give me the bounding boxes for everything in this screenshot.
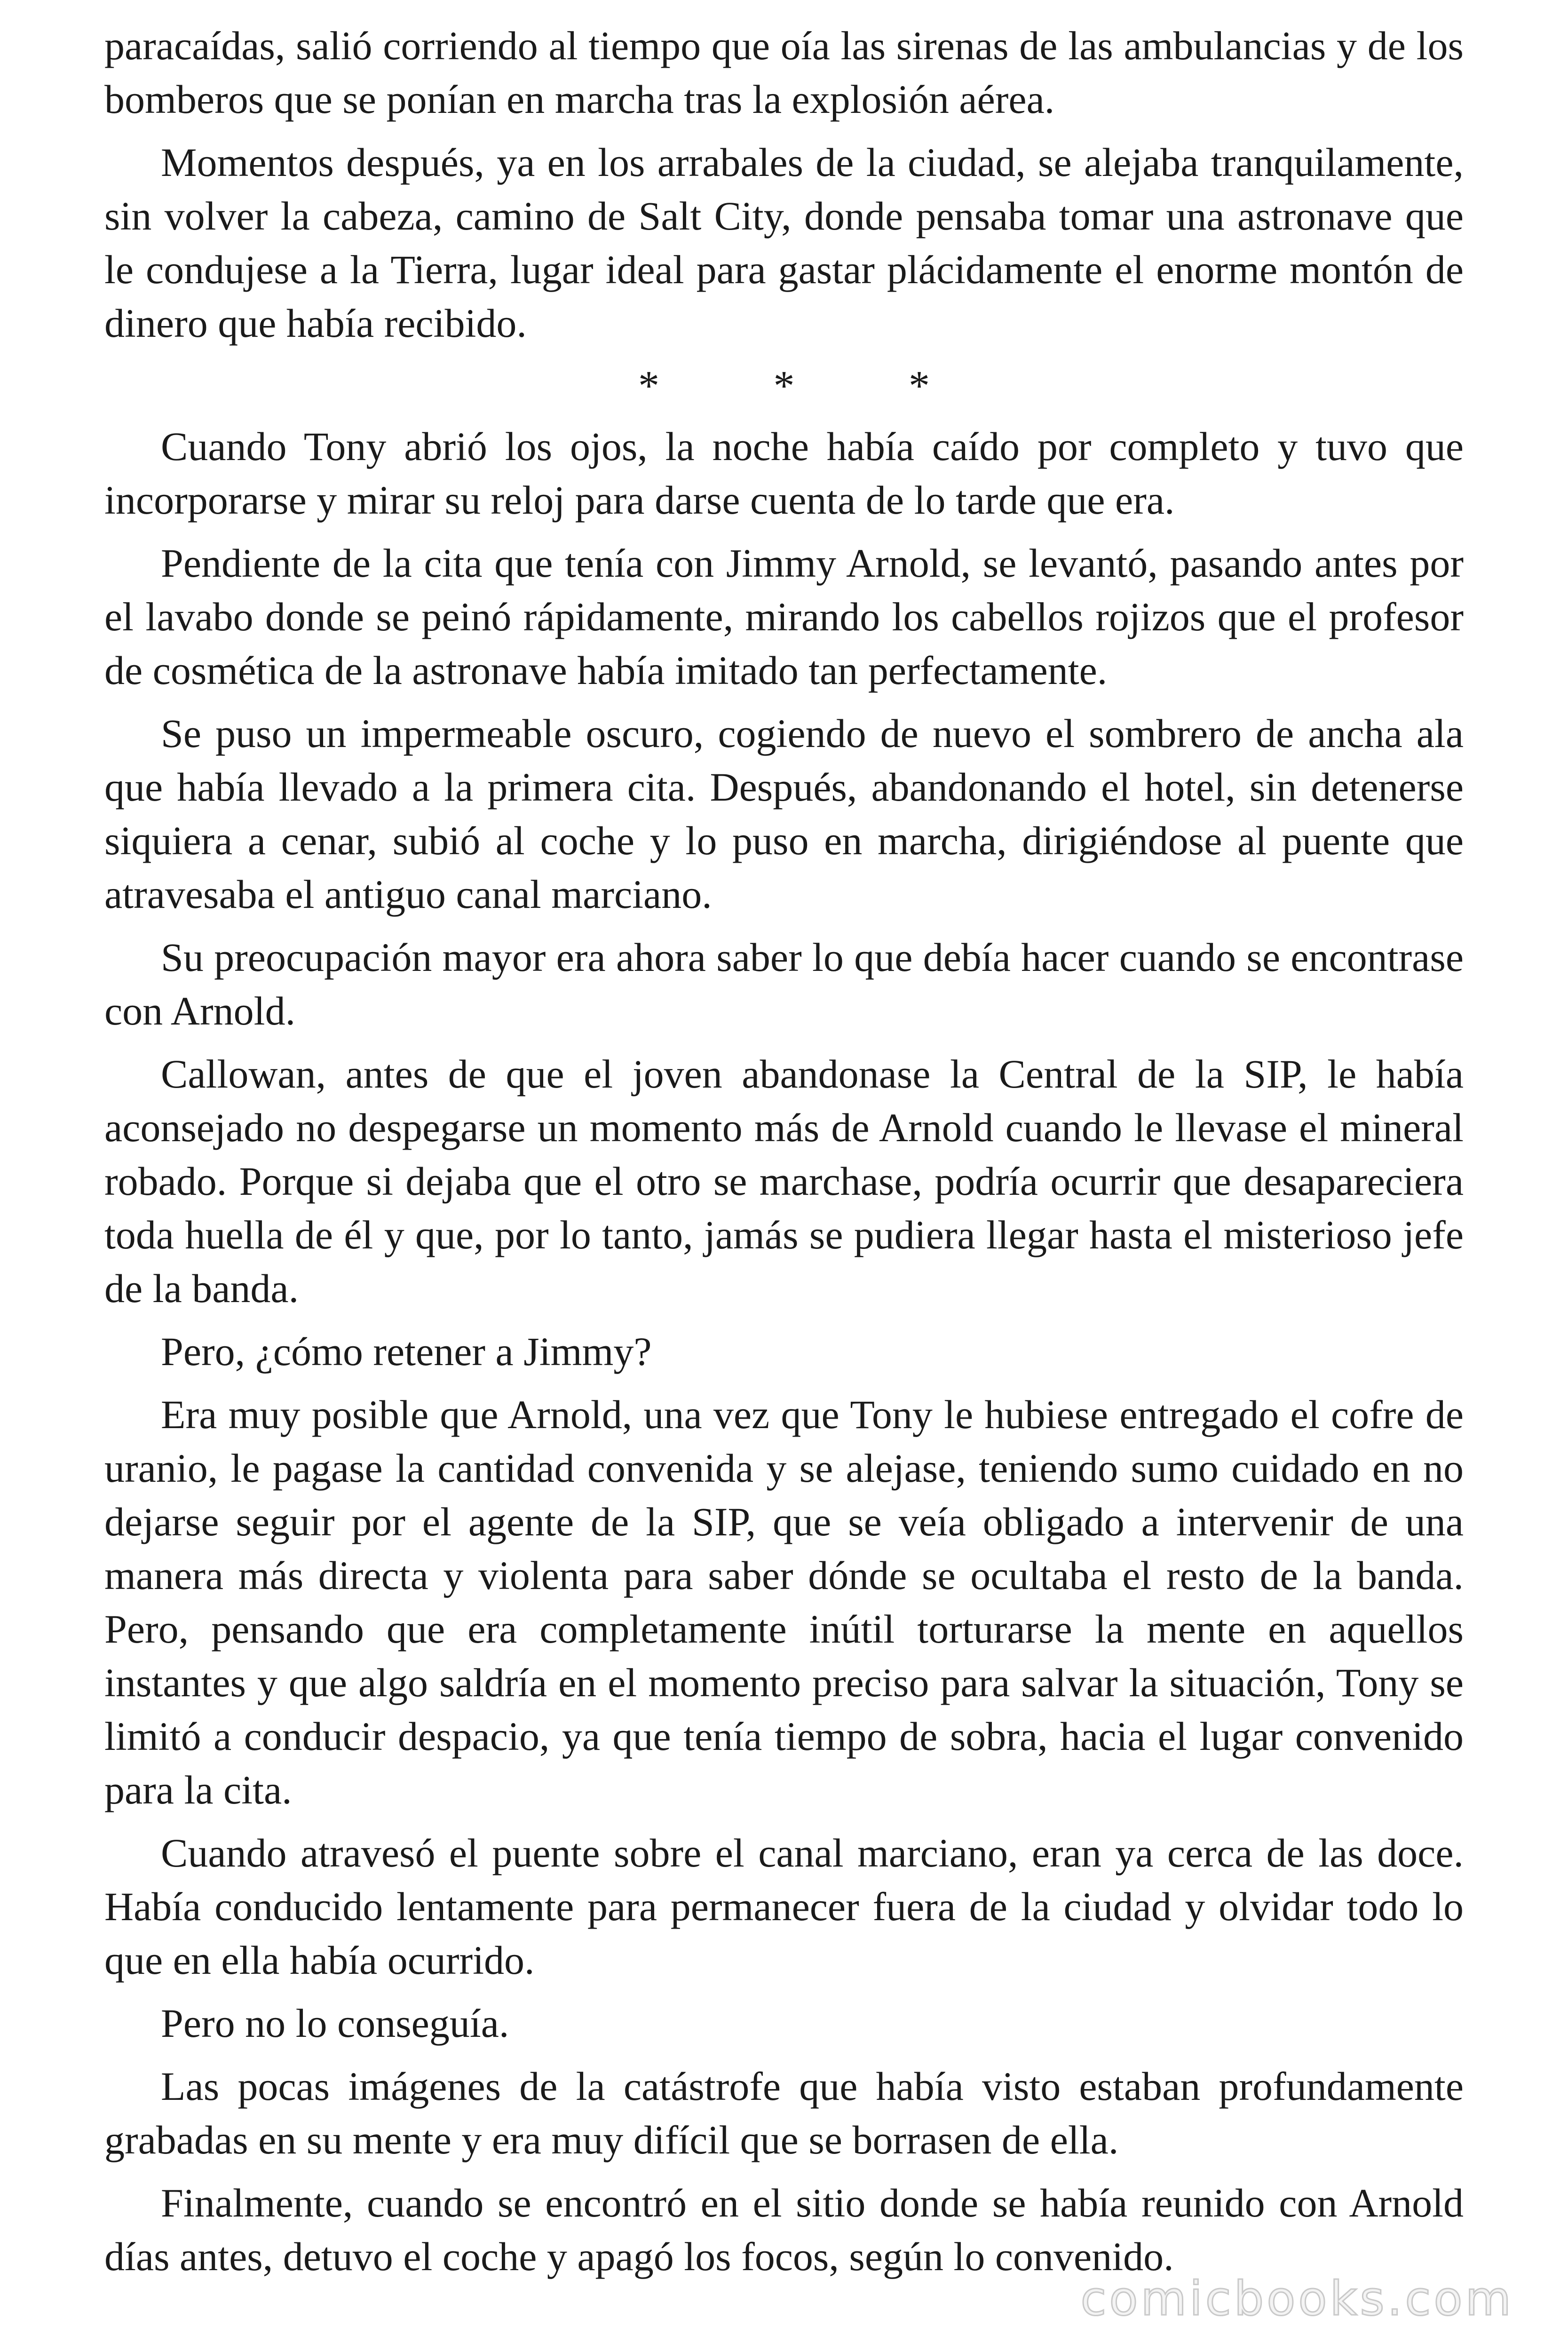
paragraph: Su preocupación mayor era ahora saber lo que debía hacer cuando se encontrase con Arnold. bbox=[104, 935, 1464, 1033]
paragraph: Callowan, antes de que el joven abandonase la Central de la SIP, le había aconsejado no despegarse un momento más de Arnold cuando le llevase el mineral robado. Porque si dejaba que el otro se marchase, podría ocurrir que desapareciera toda huella de él y que, por lo tanto, jamás se pudiera llegar hasta el misterioso jefe de la banda. bbox=[104, 1051, 1464, 1311]
paragraph: Pero, ¿cómo retener a Jimmy? bbox=[161, 1329, 652, 1374]
page-text bbox=[104, 19, 1464, 2293]
section-separator: * * * bbox=[638, 363, 982, 409]
paragraph: Era muy posible que Arnold, una vez que Tony le hubiese entregado el cofre de uranio, le pagase la cantidad convenida y se alejase, teniendo sumo cuidado en no dejarse seguir por el agente de la SIP, que se veía obligado a intervenir de una manera más directa y violenta para saber dónde se ocultaba el resto de la banda. Pero, pensando que era completamente inútil torturarse la mente en aquellos instantes y que algo saldría en el momento preciso para salvar la situación, Tony se limitó a conducir despacio, ya que tenía tiempo de sobra, hacia el lugar convenido para la cita. bbox=[104, 1392, 1464, 1812]
paragraph: paracaídas, salió corriendo al tiempo que oía las sirenas de las ambulancias y de los bomberos que se ponían en marcha tras la explosión aérea. bbox=[104, 23, 1464, 122]
paragraph: Cuando atravesó el puente sobre el canal marciano, eran ya cerca de las doce. Había conducido lentamente para permanecer fuera de la ciudad y olvidar todo lo que en ella había ocurrido. bbox=[104, 1830, 1464, 1983]
paragraph: Las pocas imágenes de la catástrofe que había visto estaban profundamente grabadas en su mente y era muy difícil que se borrasen de ella. bbox=[104, 2064, 1464, 2162]
paragraph: Pero no lo conseguía. bbox=[161, 2001, 509, 2046]
paragraph: Cuando Tony abrió los ojos, la noche había caído por completo y tuvo que incorporarse y mirar su reloj para darse cuenta de lo tarde que era. bbox=[104, 424, 1464, 523]
paragraph: Momentos después, ya en los arrabales de la ciudad, se alejaba tranquilamente, sin volver la cabeza, camino de Salt City, donde pensaba tomar una astronave que le condujese a la Tierra, lugar ideal para gastar plácidamente el enorme montón de dinero que había recibido. bbox=[104, 140, 1464, 346]
paragraph: Pendiente de la cita que tenía con Jimmy Arnold, se levantó, pasando antes por el lavabo donde se peinó rápidamente, mirando los cabellos rojizos que el profesor de cosmética de la astronave había imitado tan perfectamente. bbox=[104, 540, 1464, 693]
watermark: comicbooks.com bbox=[1080, 2271, 1514, 2326]
paragraph: Finalmente, cuando se encontró en el sitio donde se había reunido con Arnold días antes, detuvo el coche y apagó los focos, según lo convenido. bbox=[104, 2180, 1464, 2279]
paragraph: Se puso un impermeable oscuro, cogiendo de nuevo el sombrero de ancha ala que había llevado a la primera cita. Después, abandonando el hotel, sin detenerse siquiera a cenar, subió al coche y lo puso en marcha, dirigiéndose al puente que atravesaba el antiguo canal marciano. bbox=[104, 711, 1464, 917]
